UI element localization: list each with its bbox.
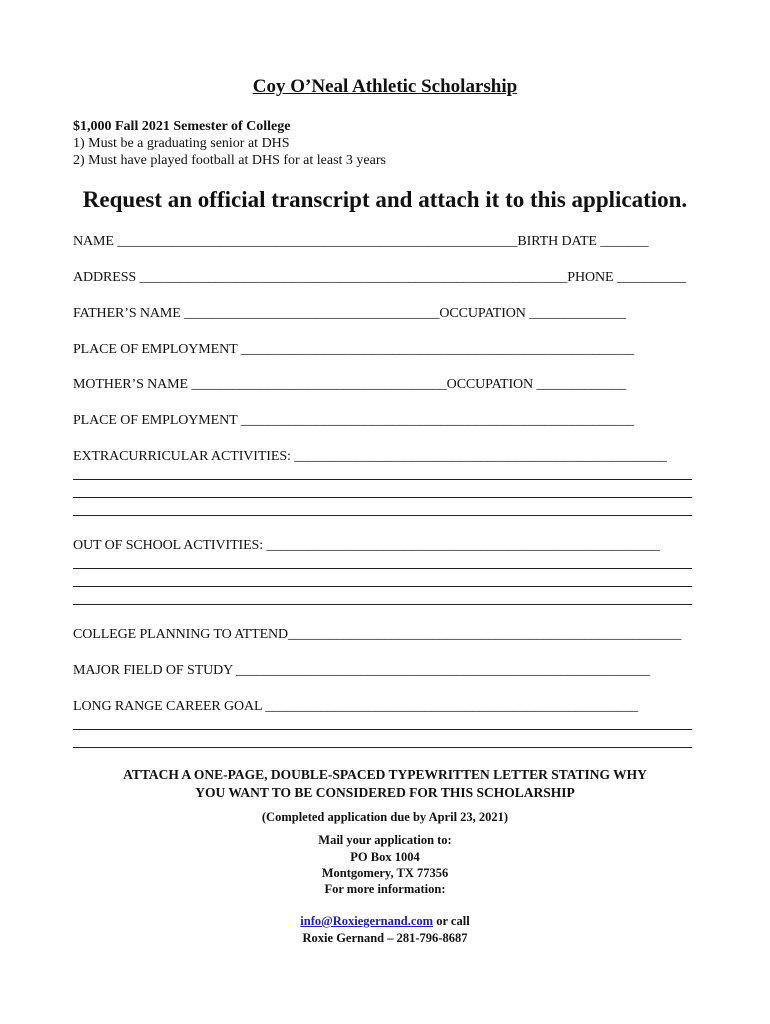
transcript-notice: Request an official transcript and attach it to this application. xyxy=(82,187,688,212)
attach-letter-instruction-2: YOU WANT TO BE CONSIDERED FOR THIS SCHOLARSHIP xyxy=(195,785,575,800)
email-link[interactable]: info@Roxiegernand.com xyxy=(300,914,434,928)
extracurricular-line-1[interactable] xyxy=(73,479,692,480)
page-title: Coy O’Neal Athletic Scholarship xyxy=(252,76,518,97)
mother-name-occupation-field[interactable]: MOTHER’S NAME _____________________________________OCCUPATION _____________ xyxy=(73,377,627,392)
major-field-of-study-field[interactable]: MAJOR FIELD OF STUDY ____________________________________________________________ xyxy=(73,663,651,678)
contact-phone-line: Roxie Gernand – 281-796-8687 xyxy=(302,931,468,945)
father-place-of-employment-field[interactable]: PLACE OF EMPLOYMENT _________________________________________________________ xyxy=(73,342,635,357)
requirement-2: 2) Must have played football at DHS for at least 3 years xyxy=(73,153,386,168)
or-call-text: or call xyxy=(433,914,470,928)
out-of-school-activities-field[interactable]: OUT OF SCHOOL ACTIVITIES: _________________________________________________________ xyxy=(73,538,660,553)
city-state-zip: Montgomery, TX 77356 xyxy=(321,866,449,880)
career-goal-line-2[interactable] xyxy=(73,747,692,748)
out-of-school-line-3[interactable] xyxy=(73,604,692,605)
scholarship-amount: $1,000 Fall 2021 Semester of College xyxy=(73,119,291,134)
more-info-heading: For more information: xyxy=(324,882,446,896)
out-of-school-line-1[interactable] xyxy=(73,568,692,569)
contact-email-line xyxy=(0,913,770,930)
requirement-1: 1) Must be a graduating senior at DHS xyxy=(73,136,290,151)
address-phone-field[interactable]: ADDRESS ______________________________________________________________PHONE __________ xyxy=(73,270,686,285)
due-date-note: (Completed application due by April 23, 2021) xyxy=(261,810,509,824)
name-birthdate-field[interactable]: NAME __________________________________________________________BIRTH DATE _______ xyxy=(73,234,649,249)
attach-letter-instruction-1: ATTACH A ONE-PAGE, DOUBLE-SPACED TYPEWRITTEN LETTER STATING WHY xyxy=(123,767,647,782)
po-box: PO Box 1004 xyxy=(350,850,420,864)
extracurricular-line-2[interactable] xyxy=(73,497,692,498)
long-range-career-goal-field[interactable]: LONG RANGE CAREER GOAL ______________________________________________________ xyxy=(73,699,638,714)
career-goal-line-1[interactable] xyxy=(73,729,692,730)
extracurricular-activities-field[interactable]: EXTRACURRICULAR ACTIVITIES: ______________________________________________________ xyxy=(73,449,667,464)
father-name-occupation-field[interactable]: FATHER’S NAME _____________________________________OCCUPATION ______________ xyxy=(73,306,626,321)
extracurricular-line-3[interactable] xyxy=(73,515,692,516)
mail-heading: Mail your application to: xyxy=(318,833,452,847)
college-planning-field[interactable]: COLLEGE PLANNING TO ATTEND_________________________________________________________ xyxy=(73,627,682,642)
out-of-school-line-2[interactable] xyxy=(73,586,692,587)
mother-place-of-employment-field[interactable]: PLACE OF EMPLOYMENT _________________________________________________________ xyxy=(73,413,635,428)
